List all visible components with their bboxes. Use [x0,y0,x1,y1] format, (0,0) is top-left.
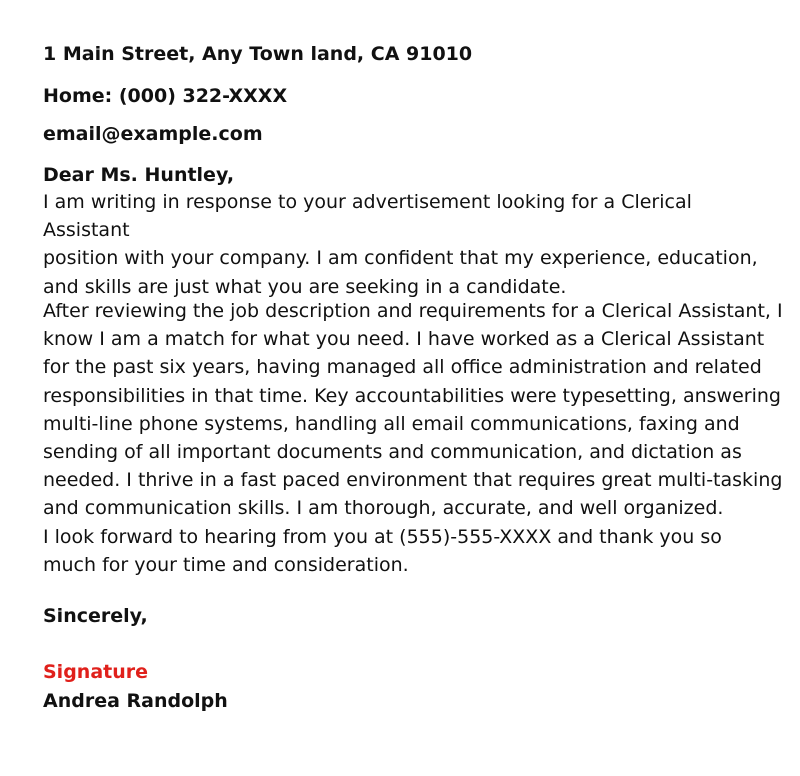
signer-name: Andrea Randolph [43,690,228,712]
sender-email: email@example.com [43,123,263,145]
body-paragraph-1: I am writing in response to your advertisement looking for a Clerical Assistant position with your company. I am confident that my experience, education, and skills are just what you are seeking in a candidate. [43,191,758,298]
sender-phone: Home: (000) 322-XXXX [43,85,288,107]
body-paragraph-2: After reviewing the job description and requirements for a Clerical Assistant, I know I am a match for what you need. I have worked as a Clerical Assistant for the past six years, having managed all office administration and related responsibilities in that time. Key accountabilities were typesetting, answering multi-line phone systems, handling all email communications, faxing and sending of all important documents and communication, and dictation as needed. I thrive in a fast paced environment that requires great multi-tasking and communication skills. I am thorough, accurate, and well organized. I look forward to hearing from you at (555)-555-XXXX and thank you so much for your time and consideration. [43,300,783,576]
sender-address: 1 Main Street, Any Town land, CA 91010 [43,43,473,65]
salutation: Dear Ms. Huntley, [43,164,235,186]
signature-label: Signature [43,661,149,683]
closing: Sincerely, [43,605,148,627]
